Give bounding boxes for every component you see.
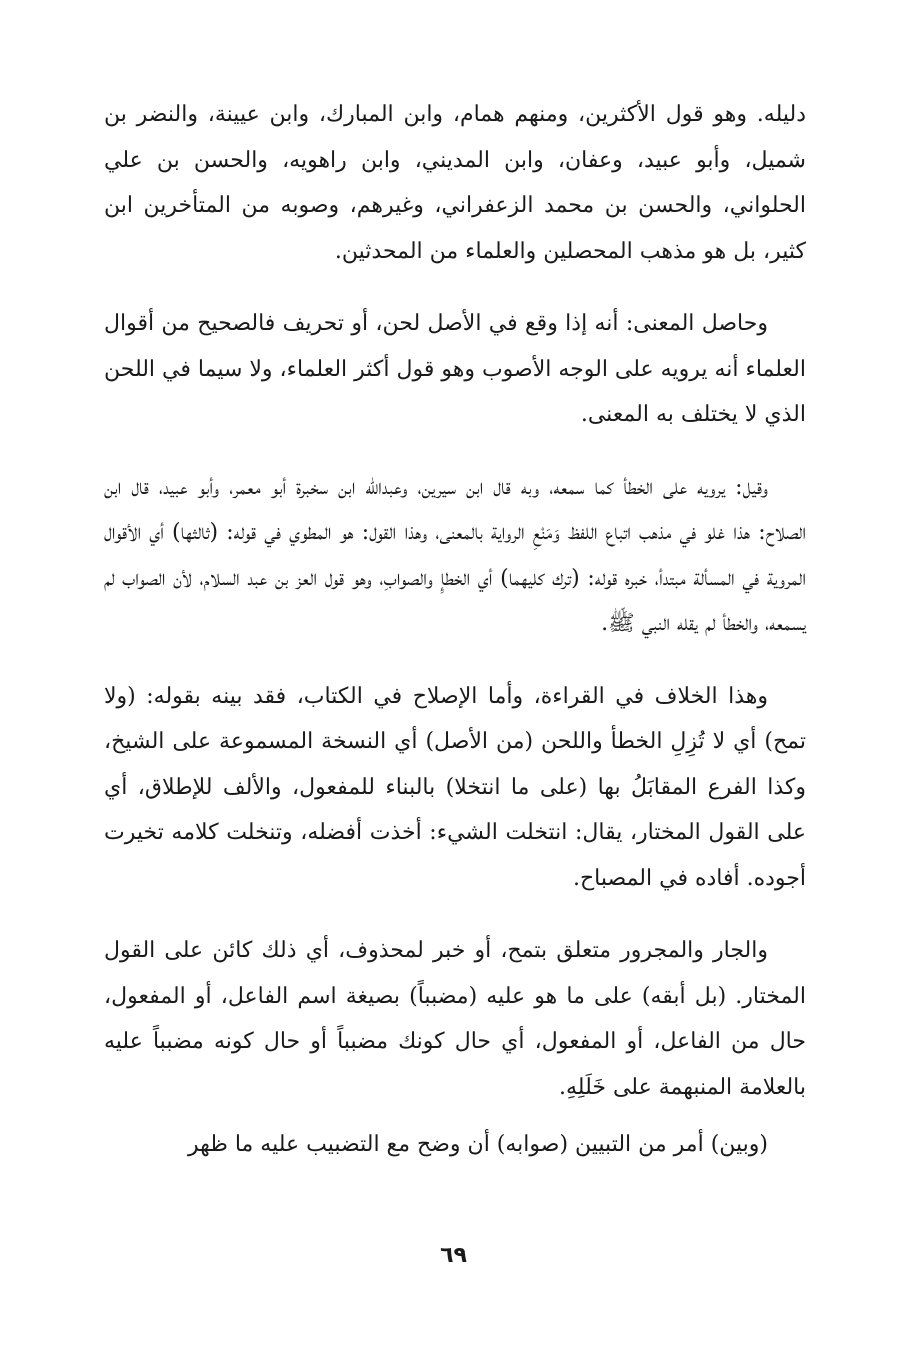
paragraph-6: (وبين) أمر من التبيين (صوابه) أن وضح مع التضبيب عليه ما ظهر [188,1132,768,1157]
paragraph-1: دليله. وهو قول الأكثرين، ومنهم همام، وابن المبارك، وابن عيينة، والنضر بن شميل، وأبو عبيد، وعفان، وابن المديني، وابن راهويه، والحسن بن علي الحلواني، والحسن بن محمد الزعفراني، وغيرهم، وصوبه من المتأخرين ابن كثير، بل هو مذهب المحصلين والعلماء من المحدثين. [104,102,806,264]
paragraph-3: وقيل: يرويه على الخطأ كما سمعه، وبه قال ابن سيرين، وعبدالله ابن سخبرة أبو معمر، وأبو عبيد، قال ابن الصلاح: هذا غلو في مذهب اتباع اللفظ وَمَنْعِ الرواية بالمعنى، وهذا القول: هو المطوي في قوله: (ثالثها) أي الأقوال المروية في المسألة مبتدأ، خبره قوله: (ترك كليهما) أي الخطإِ والصوابِ، وهو قول العز بن عبد السلام، لأن الصواب لم يسمعه، والخطأ لم يقله النبي ﷺ. [104,474,806,636]
page-number: ٦٩ [440,1243,467,1268]
body-text [104,92,806,1168]
paragraph-2: وحاصل المعنى: أنه إذا وقع في الأصل لحن، أو تحريف فالصحيح من أقوال العلماء أنه يرويه على الوجه الأصوب وهو قول أكثر العلماء، ولا سيما في اللحن الذي لا يختلف به المعنى. [104,311,806,427]
paragraph-4: وهذا الخلاف في القراءة، وأما الإصلاح في الكتاب، فقد بينه بقوله: (ولا تمح) أي لا تُزِلِ الخطأ واللحن (من الأصل) أي النسخة المسموعة على الشيخ، وكذا الفرع المقابَلُ بها (على ما انتخلا) بالبناء للمفعول، والألف للإطلاق، أي على القول المختار، يقال: انتخلت الشيء: أخذت أفضله، وتنخلت كلامه تخيرت أجوده. أفاده في المصباح. [104,683,806,891]
paragraph-5: والجار والمجرور متعلق بتمح، أو خبر لمحذوف، أي ذلك كائن على القول المختار. (بل أبقه) على ما هو عليه (مضبباً) بصيغة اسم الفاعل، أو المفعول، حال من الفاعل، أو المفعول، أي حال كونك مضبباً أو حال كونه مضبباً عليه بالعلامة المنبهمة على خَلَلِهِ. [104,938,806,1100]
